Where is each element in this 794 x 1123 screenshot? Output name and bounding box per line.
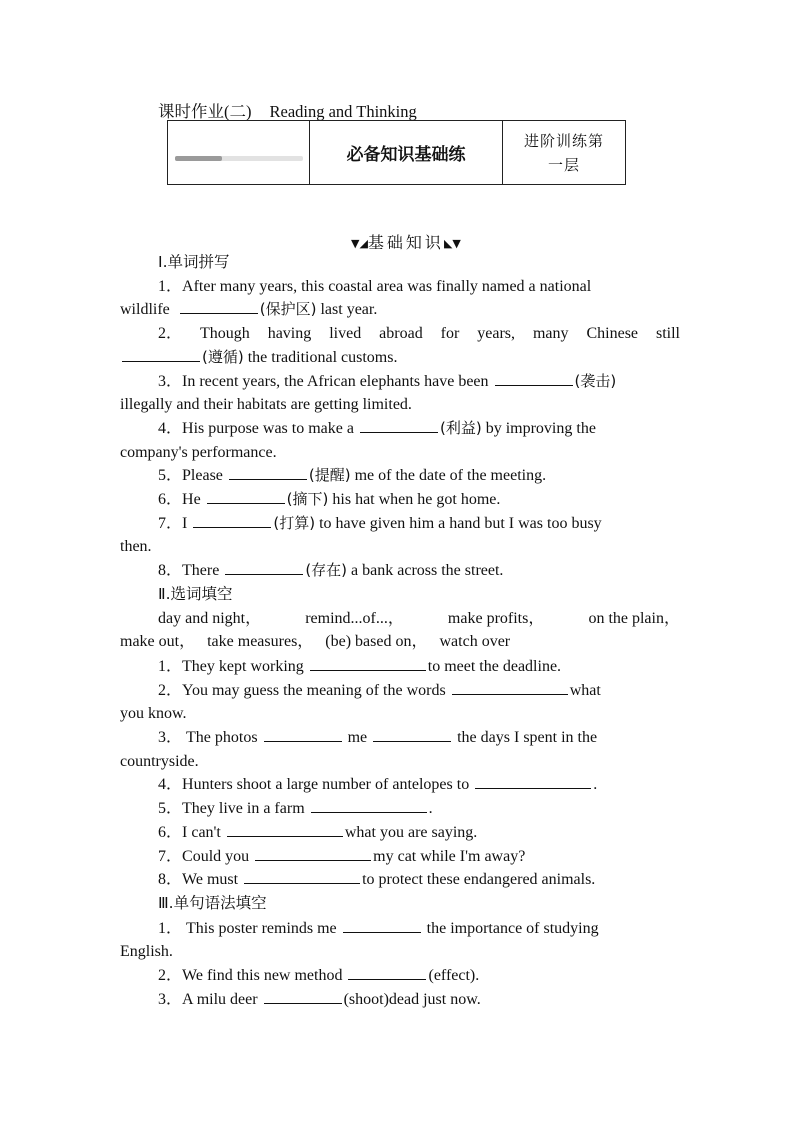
answer-blank[interactable]	[229, 464, 307, 480]
word-option: make profits，	[447, 609, 545, 627]
answer-blank[interactable]	[207, 488, 285, 504]
question-item: 1．After many years, this coastal area was finally named a national	[158, 277, 592, 295]
answer-blank[interactable]	[264, 988, 342, 1004]
question-item: 8． We must to protect these endangered animals.	[120, 868, 680, 892]
header-title-en: Reading and Thinking	[269, 102, 417, 121]
progress-bar	[175, 156, 303, 161]
section-type-title: 必备知识基础练	[310, 121, 503, 185]
question-item-cont: countryside.	[120, 752, 199, 770]
word-option: (be) based on，	[325, 633, 428, 651]
word-option: day and night，	[158, 609, 262, 627]
question-item-cont: company's performance.	[120, 443, 277, 461]
word-option: make out，	[120, 633, 196, 651]
answer-blank[interactable]	[475, 773, 591, 789]
question-item: 7． Could you my cat while I'm away?	[120, 845, 680, 869]
word-option: watch over	[439, 633, 511, 651]
question-item-cont: (遵循) the traditional customs.	[120, 346, 680, 370]
question-item: 1． This poster reminds me the importance of studying	[120, 917, 680, 941]
answer-blank[interactable]	[255, 845, 371, 861]
answer-blank[interactable]	[227, 821, 343, 837]
word-option: remind...of...，	[305, 609, 404, 627]
section-title: Ⅲ.单句语法填空	[158, 893, 267, 912]
section-banner	[351, 230, 461, 253]
answer-blank[interactable]	[244, 868, 360, 884]
question-item-cont: then.	[120, 538, 152, 556]
triangle-down-icon: ▼◢	[351, 237, 368, 250]
question-item: 2． Though having lived abroad for years, many Chinese still	[158, 325, 680, 343]
level-line-2: 一层	[547, 155, 580, 174]
answer-blank[interactable]	[310, 655, 426, 671]
word-option: on the plain，	[588, 609, 680, 627]
answer-blank[interactable]	[495, 370, 573, 386]
answer-blank[interactable]	[360, 417, 438, 433]
question-item: 6． I can't what you are saying.	[120, 821, 680, 845]
section-title: Ⅰ.单词拼写	[158, 253, 230, 271]
question-item-cont: illegally and their habitats are getting limited.	[120, 396, 412, 414]
header-title-zh: 课时作业(二)	[158, 102, 252, 121]
answer-blank[interactable]	[225, 559, 303, 575]
progress-cell	[168, 121, 310, 185]
answer-blank[interactable]	[343, 917, 421, 933]
level-cell	[503, 121, 626, 185]
answer-blank[interactable]	[348, 964, 426, 980]
page-header	[158, 98, 417, 122]
question-item: 2． You may guess the meaning of the words what	[120, 679, 680, 703]
question-item: 4． His purpose was to make a (利益) by improving the	[158, 418, 596, 437]
question-item-cont: English.	[120, 943, 173, 961]
answer-blank[interactable]	[452, 679, 568, 695]
answer-blank[interactable]	[311, 797, 427, 813]
answer-blank[interactable]	[193, 512, 271, 528]
question-item: 4． Hunters shoot a large number of antelopes to .	[120, 773, 680, 797]
word-option: take measures，	[207, 633, 314, 651]
question-item: 2． We find this new method (effect).	[120, 964, 680, 988]
question-item: 1． They kept working to meet the deadline.	[120, 655, 680, 679]
word-options-line	[120, 630, 680, 654]
level-line-1: 进阶训练第	[523, 131, 604, 150]
question-item-cont: you know.	[120, 705, 187, 723]
answer-blank[interactable]	[122, 346, 200, 362]
banner-text: 基础知识	[367, 233, 444, 252]
question-item: 3． The photos me the days I spent in the	[120, 726, 680, 750]
progress-fill	[175, 156, 222, 161]
question-item: 3． In recent years, the African elephants have been (袭击)	[158, 371, 617, 390]
answer-blank[interactable]	[373, 726, 451, 742]
exercise-content	[120, 251, 680, 1012]
triangle-down-icon: ◣▼	[443, 237, 461, 250]
question-item: 8． There (存在) a bank across the street.	[158, 561, 504, 580]
question-item-cont: wildlife (保护区) last year.	[120, 300, 378, 319]
question-item: 5． Please (提醒) me of the date of the meeting.	[158, 466, 547, 485]
answer-blank[interactable]	[264, 726, 342, 742]
answer-blank[interactable]	[180, 298, 258, 314]
question-item: 3． A milu deer (shoot)dead just now.	[120, 988, 680, 1012]
question-item: 5． They live in a farm .	[120, 797, 680, 821]
question-item: 7． I (打算) to have given him a hand but I was too busy	[158, 513, 602, 532]
header-table	[167, 120, 626, 185]
word-options-line	[120, 607, 680, 631]
question-item: 6． He (摘下) his hat when he got home.	[158, 490, 501, 509]
section-title: Ⅱ.选词填空	[158, 584, 233, 603]
